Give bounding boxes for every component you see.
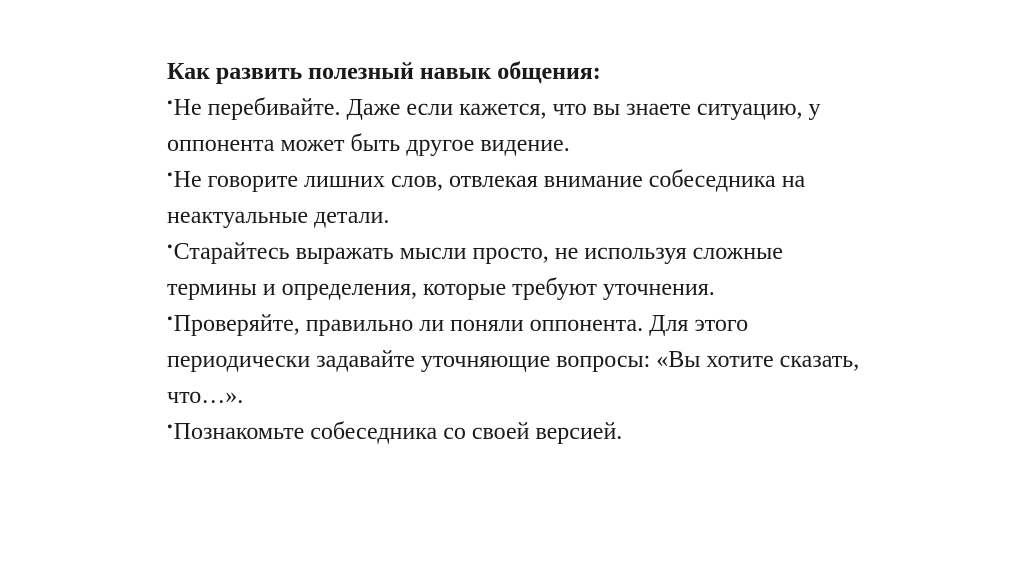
bullet-icon: • xyxy=(167,239,173,256)
bullet-item xyxy=(167,162,867,234)
bullet-text: Не говорите лишних слов, отвлекая внимание собеседника на неактуальные детали. xyxy=(167,167,806,229)
bullet-icon: • xyxy=(167,167,173,184)
bullet-text: Не перебивайте. Даже если кажется, что вы знаете ситуацию, у оппонента может быть другое видение. xyxy=(167,95,821,157)
bullet-item xyxy=(167,90,867,162)
bullet-text: Познакомьте собеседника со своей версией. xyxy=(173,419,623,445)
bullet-icon: • xyxy=(167,311,173,328)
slide-heading: Как развить полезный навык общения: xyxy=(167,59,601,85)
bullet-item xyxy=(167,234,867,306)
slide-text-block xyxy=(167,54,867,450)
bullet-icon: • xyxy=(167,95,173,112)
bullet-item xyxy=(167,306,867,414)
bullet-item xyxy=(167,414,867,450)
bullet-text: Старайтесь выражать мысли просто, не используя сложные термины и определения, которые требуют уточнения. xyxy=(167,239,783,301)
bullet-icon: • xyxy=(167,419,173,436)
bullet-list xyxy=(167,90,867,450)
bullet-text: Проверяйте, правильно ли поняли оппонента. Для этого периодически задавайте уточняющие вопросы: «Вы хотите сказать, что…». xyxy=(167,311,860,409)
